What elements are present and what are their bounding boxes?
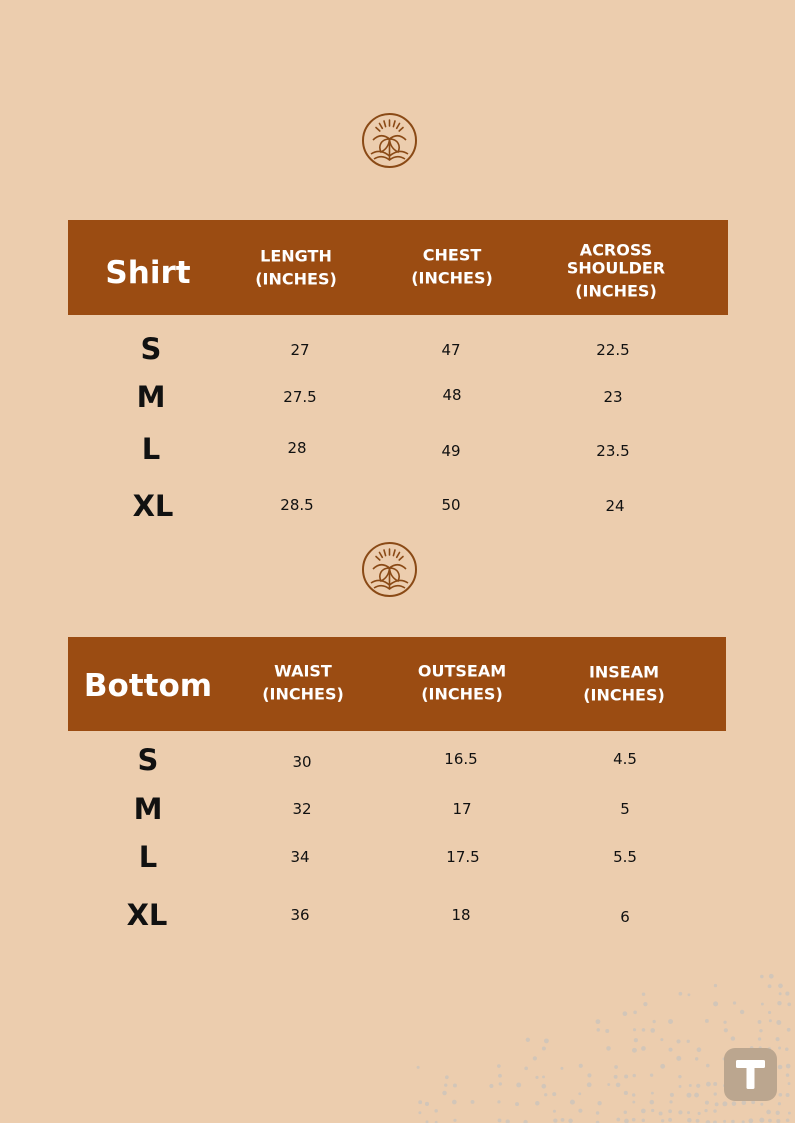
shirt-cell: 27.5 bbox=[283, 388, 317, 406]
bottom-size-label: L bbox=[138, 840, 158, 874]
bottom-size-label: M bbox=[133, 792, 163, 826]
shirt-col-length: LENGTH (INCHES) bbox=[255, 246, 337, 289]
bottom-cell: 30 bbox=[292, 753, 312, 771]
bottom-size-label: S bbox=[137, 743, 159, 777]
bottom-col-inseam: INSEAM (INCHES) bbox=[583, 662, 665, 705]
bottom-cell: 5.5 bbox=[613, 848, 637, 866]
shirt-size-label: M bbox=[136, 380, 166, 414]
bottom-cell: 36 bbox=[290, 906, 310, 924]
bottom-cell: 32 bbox=[292, 800, 312, 818]
shirt-cell: 27 bbox=[290, 341, 310, 359]
shirt-title: Shirt bbox=[105, 255, 191, 291]
bottom-cell: 4.5 bbox=[613, 750, 637, 768]
bottom-cell: 5 bbox=[620, 800, 630, 818]
shirt-cell: 48 bbox=[442, 386, 462, 404]
logo-emblem-icon bbox=[361, 541, 418, 598]
shirt-cell: 23 bbox=[603, 388, 623, 406]
shirt-cell: 24 bbox=[605, 497, 625, 515]
shirt-size-label: S bbox=[140, 332, 162, 366]
bottom-size-label: XL bbox=[126, 898, 168, 932]
shirt-col-chest: CHEST (INCHES) bbox=[411, 245, 493, 288]
bottom-cell: 6 bbox=[620, 908, 630, 926]
shirt-cell: 28 bbox=[287, 439, 307, 457]
shirt-cell: 22.5 bbox=[596, 341, 630, 359]
bottom-size-table bbox=[68, 637, 726, 937]
bottom-col-outseam: OUTSEAM (INCHES) bbox=[417, 661, 507, 704]
shirt-cell: 47 bbox=[441, 341, 461, 359]
bottom-cell: 17 bbox=[452, 800, 472, 818]
bottom-cell: 34 bbox=[290, 848, 310, 866]
shirt-size-label: L bbox=[141, 432, 161, 466]
shirt-cell: 49 bbox=[441, 442, 461, 460]
shirt-cell: 23.5 bbox=[596, 442, 630, 460]
t-badge-icon bbox=[724, 1048, 777, 1101]
bottom-cell: 18 bbox=[451, 906, 471, 924]
bottom-cell: 16.5 bbox=[444, 750, 478, 768]
shirt-size-label: XL bbox=[132, 489, 174, 523]
shirt-size-table bbox=[68, 220, 728, 523]
bottom-col-waist: WAIST (INCHES) bbox=[262, 661, 344, 704]
bottom-title: Bottom bbox=[83, 668, 213, 704]
logo-emblem-icon bbox=[361, 112, 418, 169]
shirt-col-across-shoulder: ACROSS SHOULDER (INCHES) bbox=[566, 240, 666, 301]
shirt-cell: 50 bbox=[441, 496, 461, 514]
bottom-cell: 17.5 bbox=[446, 848, 480, 866]
shirt-cell: 28.5 bbox=[280, 496, 314, 514]
